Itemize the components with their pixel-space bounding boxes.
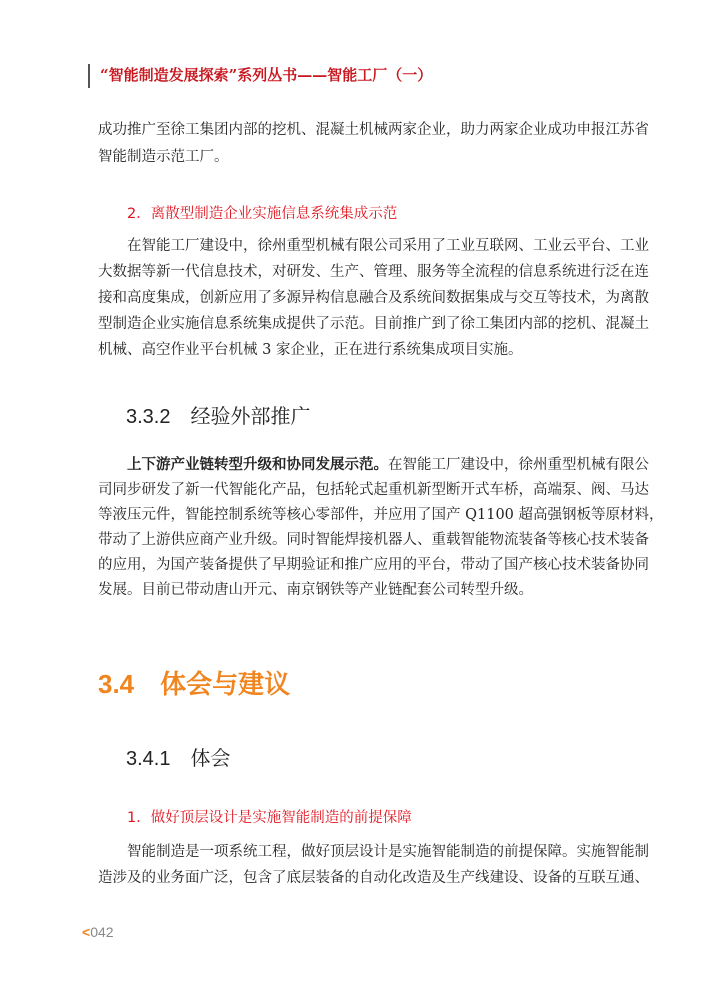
body-line: 机械、高空作业平台机械 3 家企业，正在进行系统集成项目实施。 [98,342,523,358]
body-line [127,455,649,475]
body-line: 成功推广至徐工集团内部的挖机、混凝土机械两家企业，助力两家企业成功申报江苏省 [98,122,649,138]
body-line: 造涉及的业务面广泛，包含了底层装备的自动化改造及生产线建设、设备的互联互通、 [98,870,649,886]
section-heading-3-3-2: 3.3.2 经验外部推广 [126,406,311,428]
body-line: 在智能工厂建设中，徐州重型机械有限公司采用了工业互联网、工业云平台、工业 [127,238,649,254]
subheading: 2．离散型制造企业实施信息系统集成示范 [127,206,398,222]
lead-text: 在智能工厂建设中，徐州重型机械有限公 [388,457,649,473]
header-bar [88,64,90,88]
body-line: 智能制造是一项系统工程，做好顶层设计是实施智能制造的前提保障。实施智能制 [127,844,649,860]
page-marker: < [82,924,91,940]
body-line: 发展。目前已带动唐山开元、南京钢铁等产业链配套公司转型升级。 [98,582,533,598]
section-heading-3-4-1: 3.4.1 体会 [126,748,231,770]
body-line: 带动了上游供应商产业升级。同时智能焊接机器人、重载智能物流装备等核心技术装备 [98,532,649,548]
body-line: 型制造企业实施信息系统集成提供了示范。目前推广到了徐工集团内部的挖机、混凝土 [98,316,649,332]
body-line: 的应用，为国产装备提供了早期验证和推广应用的平台，带动了国产核心技术装备协同 [98,557,649,573]
subheading: 1．做好顶层设计是实施智能制造的前提保障 [127,810,412,826]
section-heading-3-4: 3.4 体会与建议 [98,669,291,699]
body-line: 智能制造示范工厂。 [98,149,229,165]
body-line: 司同步研发了新一代智能化产品，包括轮式起重机新型断开式车桥，高端泵、阀、马达 [98,482,649,498]
running-header: “智能制造发展探索”系列丛书——智能工厂（一） [100,66,433,84]
page-number [82,924,114,940]
page-number-text: 042 [90,924,114,940]
bold-lead: 上下游产业链转型升级和协同发展示范。 [127,456,388,473]
body-line: 等液压元件，智能控制系统等核心零部件，并应用了国产 Q1100 超高强钢板等原材料， [98,507,664,523]
body-line: 大数据等新一代信息技术，对研发、生产、管理、服务等全流程的信息系统进行泛在连 [98,264,649,280]
body-line: 接和高度集成，创新应用了多源异构信息融合及系统间数据集成与交互等技术，为离散 [98,290,649,306]
